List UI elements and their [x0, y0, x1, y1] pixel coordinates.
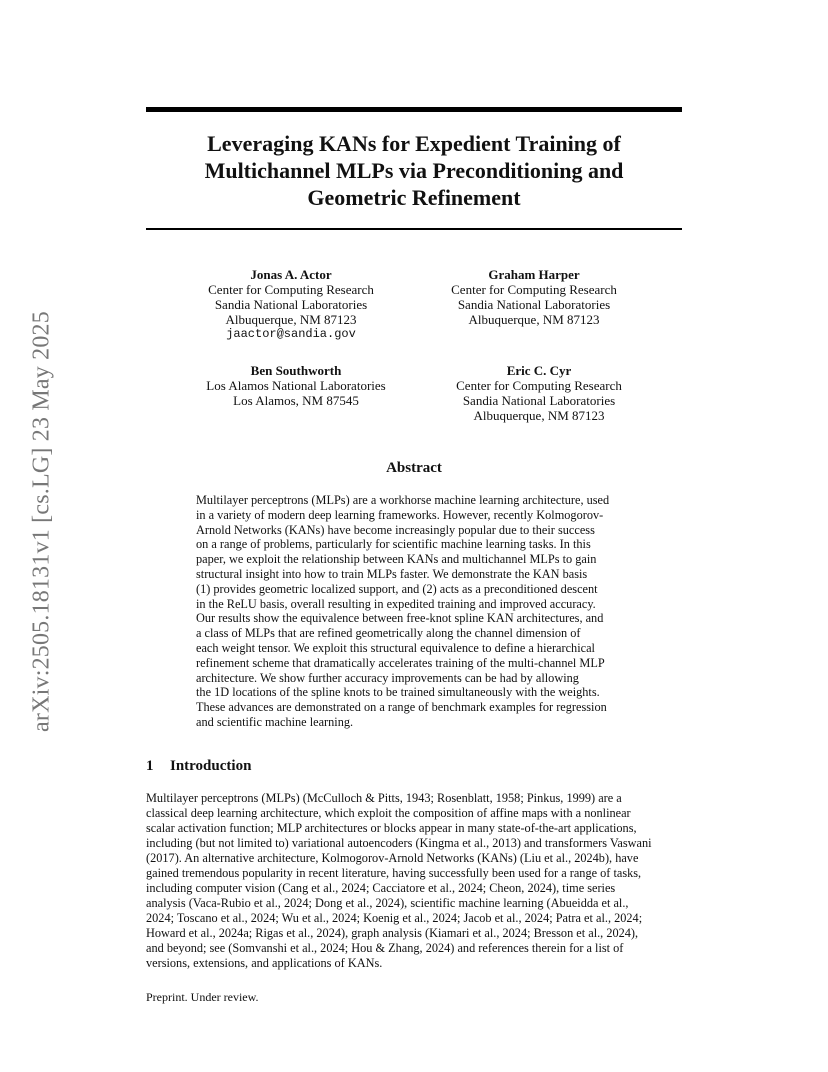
- title-line: Geometric Refinement: [307, 185, 521, 210]
- body-line: analysis (Vaca-Rubio et al., 2024; Dong et al., 2024), scientific machine learning (Abueidda et al.,: [146, 896, 629, 910]
- abstract-line: paper, we exploit the relationship between KANs and multichannel MLPs to gain: [196, 552, 597, 567]
- author-affiliation: Sandia National Laboratories: [457, 297, 611, 312]
- abstract-line: and scientific machine learning.: [196, 714, 354, 729]
- body-line: 2024; Toscano et al., 2024; Wu et al., 2024; Koenig et al., 2024; Jacob et al., 2024; Patra et al., 2024;: [146, 911, 643, 925]
- body-line: Multilayer perceptrons (MLPs) (McCulloch & Pitts, 1943; Rosenblatt, 1958; Pinkus, 1999) are a: [146, 791, 622, 805]
- abstract-heading: Abstract: [386, 460, 442, 476]
- abstract-line: Our results show the equivalence between free-knot spline KAN architectures, and: [196, 611, 604, 626]
- abstract-line: Multilayer perceptrons (MLPs) are a workhorse machine learning architecture, used: [196, 493, 610, 507]
- body-line: scalar activation function; MLP architectures or blocks appear in many state-of-the-art applications,: [146, 821, 637, 835]
- author-block-actor: [181, 267, 401, 342]
- abstract-line: structural insight into how to train MLPs faster. We demonstrate the KAN basis: [196, 566, 588, 581]
- body-line: versions, extensions, and applications of KANs.: [146, 956, 383, 970]
- author-name: Eric C. Cyr: [506, 363, 572, 378]
- introduction-body: [146, 791, 684, 971]
- abstract-line: the 1D locations of the spline knots to be trained simultaneously with the weights.: [196, 685, 600, 700]
- abstract-line: refinement scheme that dramatically accelerates training of the multi-channel MLP: [196, 655, 605, 670]
- abstract-line: each weight tensor. We exploit this structural equivalence to define a hierarchical: [196, 640, 595, 655]
- author-block-cyr: [429, 363, 649, 423]
- body-line: and beyond; see (Somvanshi et al., 2024; Hou & Zhang, 2024) and references therein for a list of: [146, 941, 624, 955]
- paper-title: [146, 130, 682, 211]
- abstract-line: in a variety of modern deep learning frameworks. However, recently Kolmogorov-: [196, 507, 604, 522]
- title-line: Leveraging KANs for Expedient Training of: [207, 131, 621, 156]
- author-name: Graham Harper: [488, 267, 580, 282]
- abstract-line: These advances are demonstrated on a range of benchmark examples for regression: [196, 700, 607, 715]
- author-affiliation: Sandia National Laboratories: [462, 393, 616, 408]
- body-line: gained tremendous popularity in recent literature, having successfully been used for a range of tasks,: [146, 866, 642, 880]
- author-address: Los Alamos, NM 87545: [233, 393, 359, 408]
- author-name: Ben Southworth: [250, 363, 342, 378]
- body-line: including computer vision (Cang et al., 2024; Cacciatore et al., 2024; Cheon, 2024), time series: [146, 881, 616, 895]
- preprint-note: Preprint. Under review.: [146, 990, 259, 1004]
- title-line: Multichannel MLPs via Preconditioning and: [204, 158, 624, 183]
- abstract-line: Arnold Networks (KANs) have become increasingly popular due to their success: [196, 522, 595, 537]
- author-affiliation: Sandia National Laboratories: [214, 297, 368, 312]
- section-title: Introduction: [170, 758, 252, 774]
- abstract-line: (1) provides geometric localized support, and (2) acts as a preconditioned descent: [196, 581, 598, 596]
- abstract-line: in the ReLU basis, overall resulting in expedited training and improved accuracy.: [196, 596, 596, 611]
- author-block-harper: [424, 267, 644, 327]
- author-email[interactable]: jaactor@sandia.gov: [226, 327, 356, 341]
- author-affiliation: Center for Computing Research: [451, 282, 617, 297]
- author-affiliation: Center for Computing Research: [456, 378, 622, 393]
- title-top-rule: [146, 107, 682, 112]
- author-affiliation: Center for Computing Research: [208, 282, 374, 297]
- author-address: Albuquerque, NM 87123: [473, 408, 605, 423]
- body-line: (2017). An alternative architecture, Kolmogorov-Arnold Networks (KANs) (Liu et al., 2024b), have: [146, 851, 639, 865]
- author-affiliation: Los Alamos National Laboratories: [206, 378, 386, 393]
- body-line: classical deep learning architecture, which exploit the composition of affine maps with a nonlinear: [146, 806, 631, 820]
- section-number: 1: [146, 758, 154, 774]
- abstract-body: [196, 493, 634, 730]
- abstract-line: a class of MLPs that are refined geometrically along the channel dimension of: [196, 626, 581, 641]
- author-address: Albuquerque, NM 87123: [225, 312, 357, 327]
- body-line: including (but not limited to) variational autoencoders (Kingma et al., 2013) and transformers Vaswani: [146, 836, 652, 850]
- arxiv-id[interactable]: arXiv:2505.18131v1 [cs.LG] 23 May 2025: [28, 311, 55, 732]
- author-name: Jonas A. Actor: [250, 267, 332, 282]
- author-block-southworth: [186, 363, 406, 408]
- title-bottom-rule: [146, 228, 682, 230]
- abstract-line: architecture. We show further accuracy improvements can be had by allowing: [196, 670, 579, 685]
- body-line: Howard et al., 2024a; Rigas et al., 2024), graph analysis (Kiamari et al., 2024; Bresson et al., 2024),: [146, 926, 639, 940]
- section-heading-introduction: [146, 758, 251, 775]
- abstract-line: on a range of problems, particularly for scientific machine learning tasks. In this: [196, 537, 591, 552]
- author-address: Albuquerque, NM 87123: [468, 312, 600, 327]
